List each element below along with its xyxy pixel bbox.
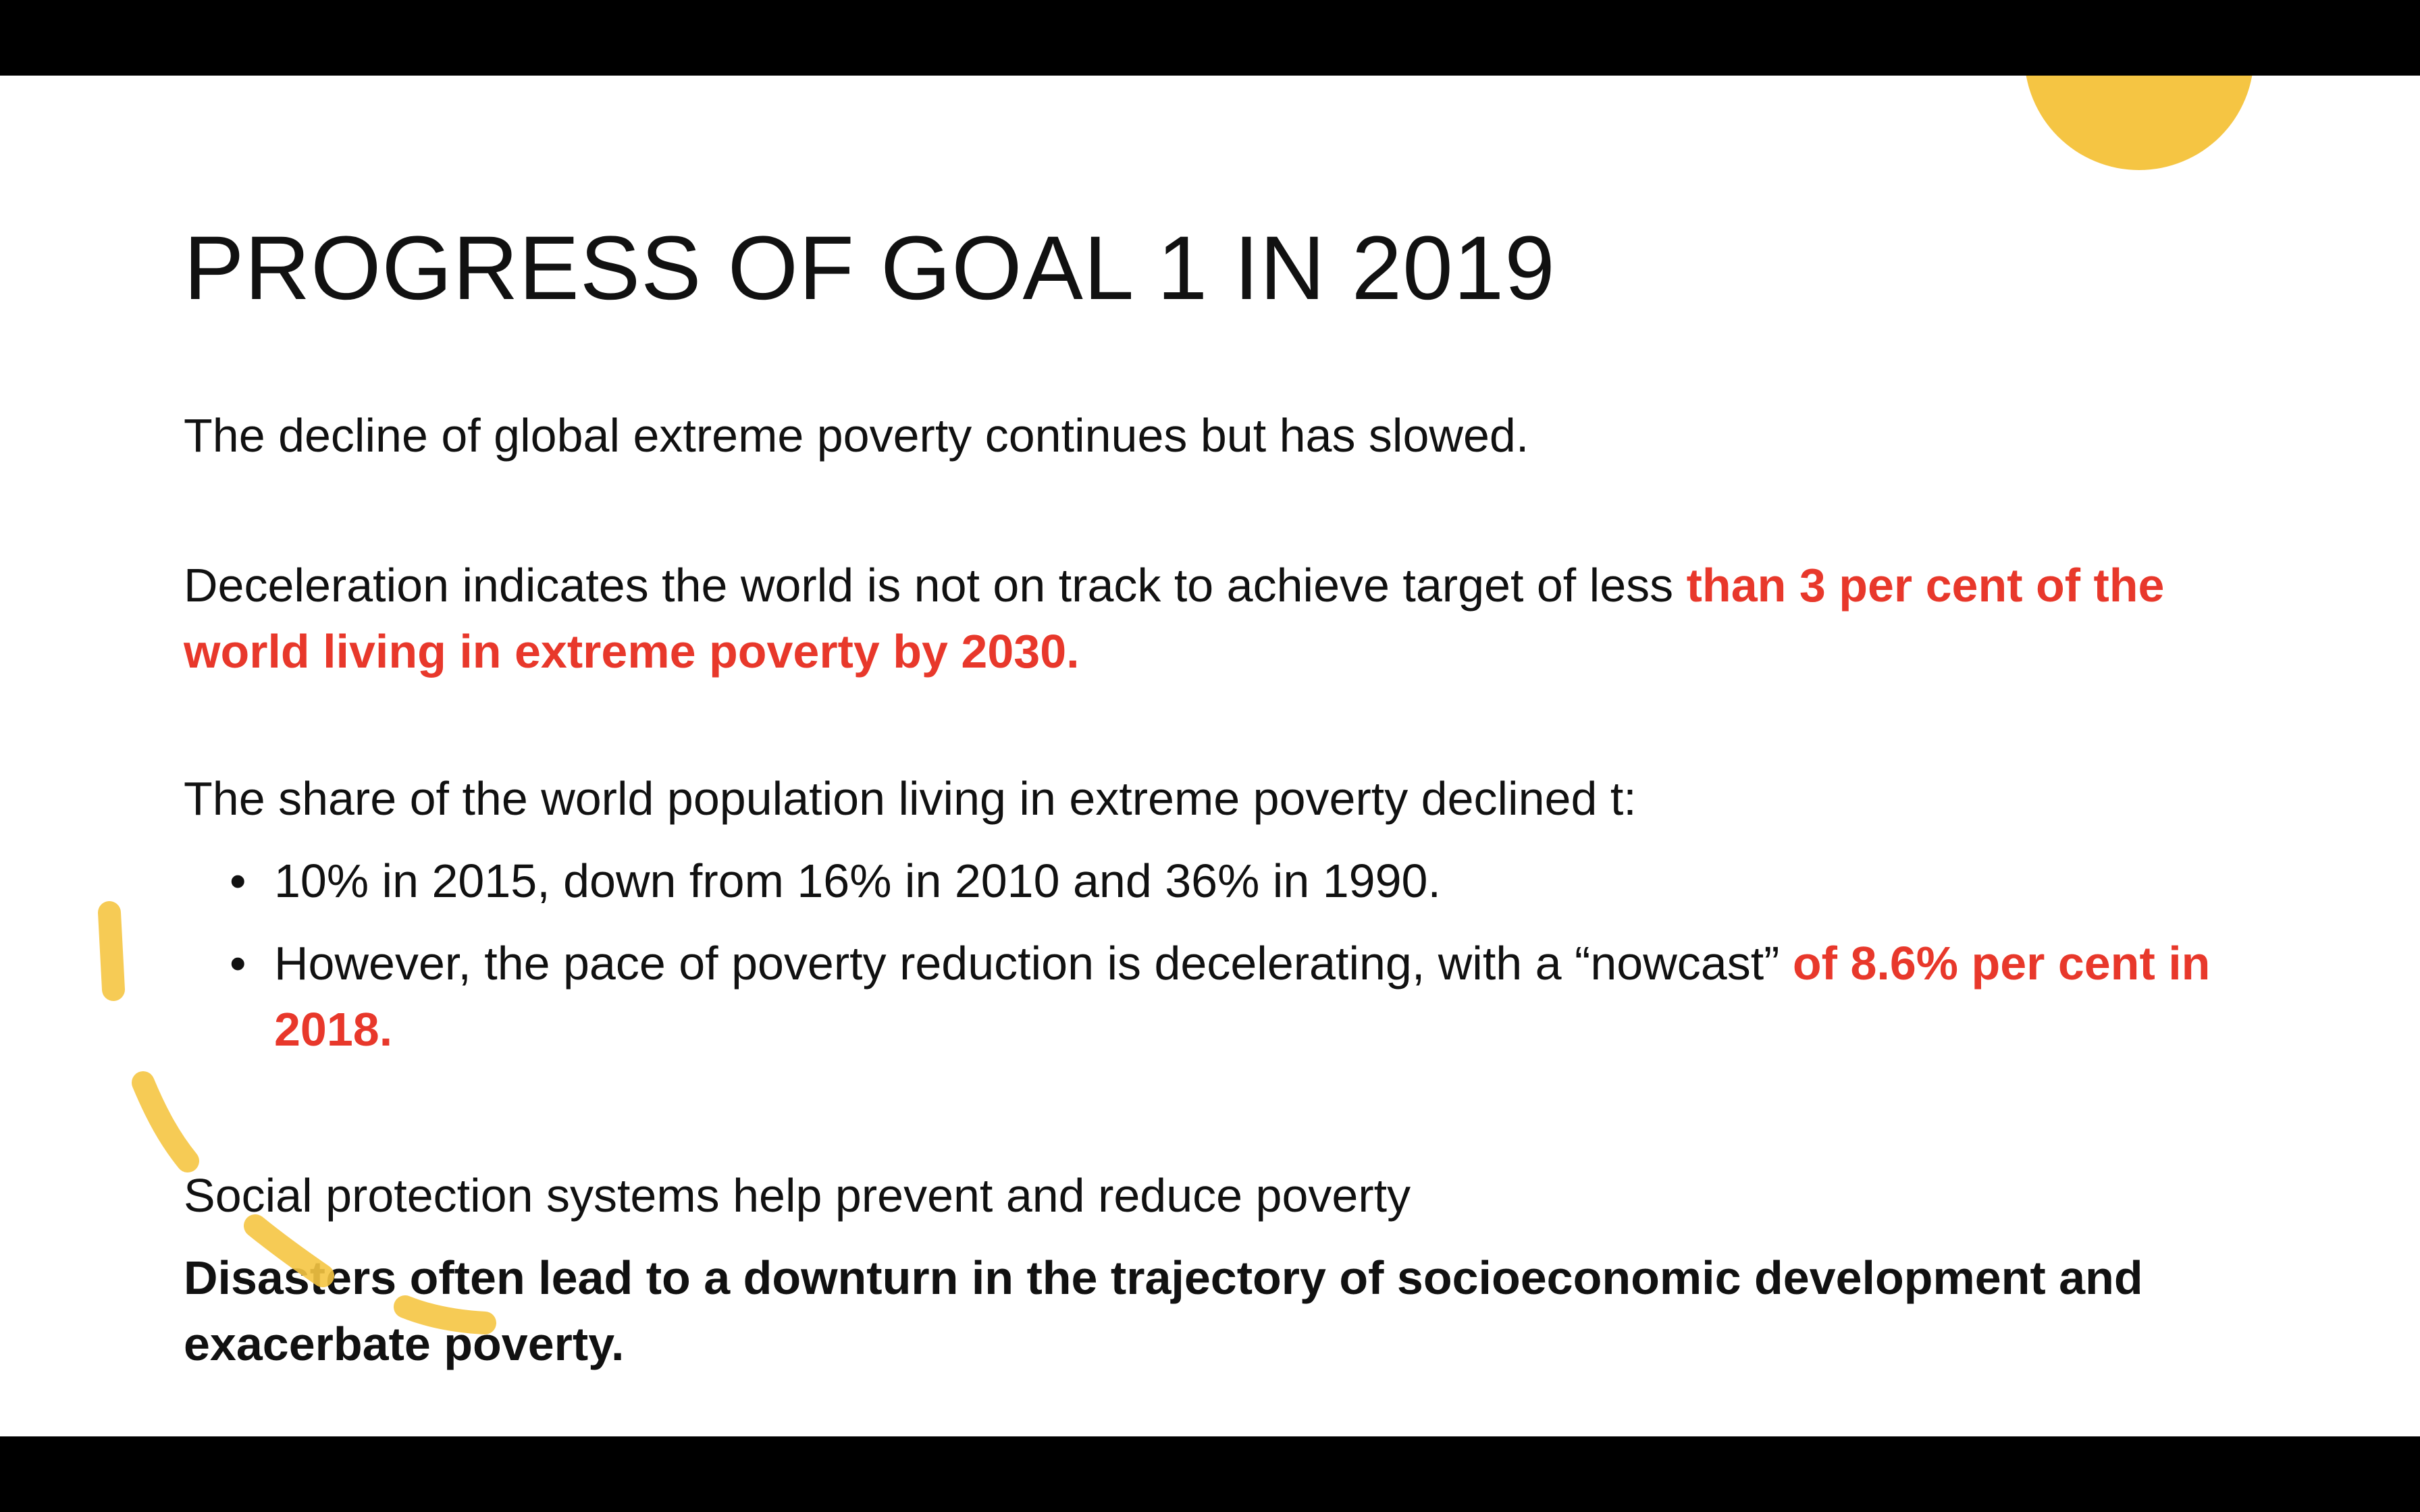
decorative-yellow-circle [2024, 76, 2254, 170]
paragraph-poverty-decline: The decline of global extreme poverty continues but has slowed. [184, 409, 1529, 462]
bullet-marker: • [230, 855, 246, 907]
paragraph-deceleration-text: Deceleration indicates the world is not on track to achieve target of less [184, 559, 1687, 612]
bullet-item-nowcast [230, 930, 2242, 1062]
pen-stroke-segment [143, 1083, 188, 1161]
paragraph-population-share: The share of the world population living in extreme poverty declined t: [184, 772, 1637, 825]
paragraph-deceleration-highlight: than 3 per cent of the world living in extreme poverty by 2030. [184, 559, 2165, 678]
bullet-list [230, 848, 2242, 1079]
paragraph-disasters: Disasters often lead to a downturn in the trajectory of socioeconomic development and exacerbate poverty. [184, 1251, 2143, 1370]
paragraph-deceleration [184, 552, 2236, 684]
paragraph-social-protection: Social protection systems help prevent and reduce poverty [184, 1169, 1411, 1222]
pen-stroke-segment [109, 913, 113, 990]
bullet-marker: • [230, 937, 246, 990]
slide [0, 76, 2420, 1436]
bullet-text: However, the pace of poverty reduction is decelerating, with a “nowcast” [274, 937, 1793, 990]
bullet-highlight: of 8.6% per cent in 2018. [274, 937, 2211, 1056]
bullet-text: 10% in 2015, down from 16% in 2010 and 36% in 1990. [274, 855, 1441, 907]
bullet-item-2015 [230, 848, 2242, 914]
slide-title: PROGRESS OF GOAL 1 IN 2019 [184, 218, 1556, 319]
